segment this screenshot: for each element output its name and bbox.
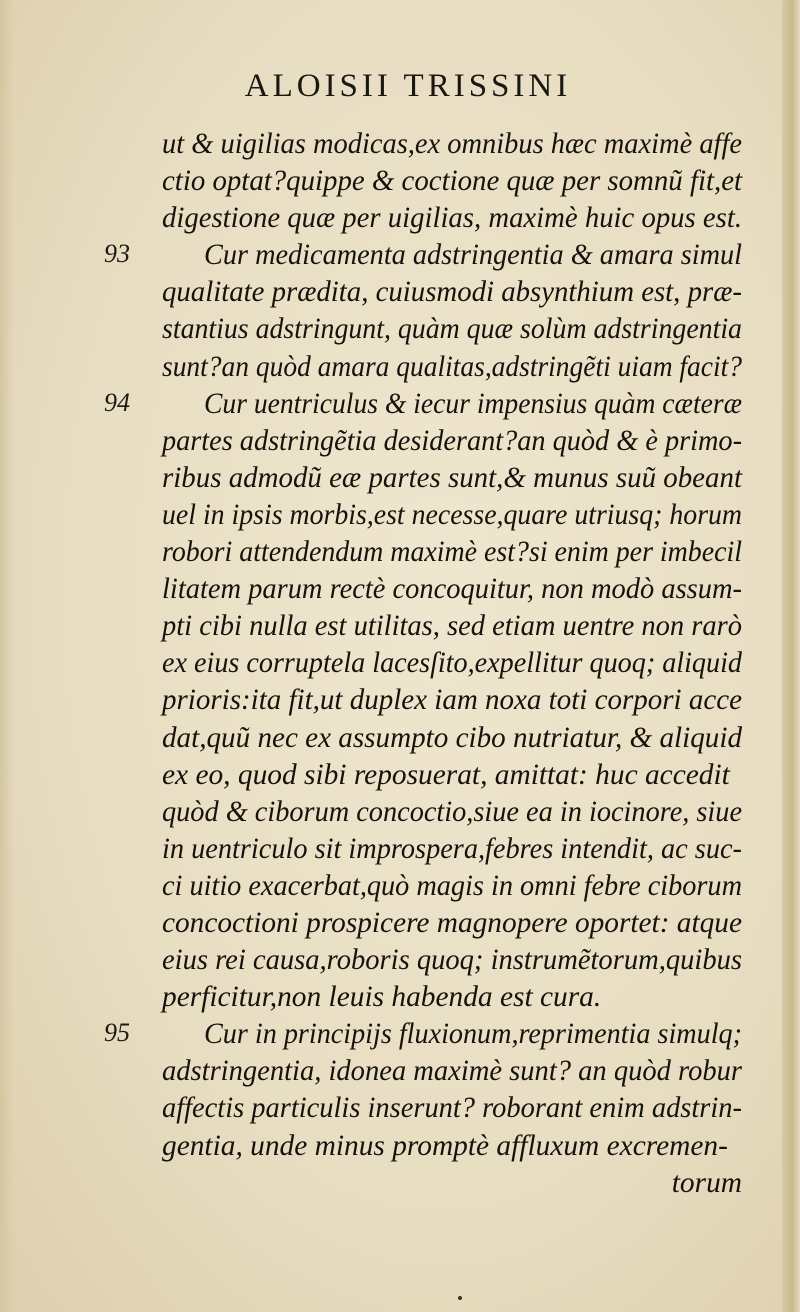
text-line <box>162 720 742 757</box>
running-head <box>0 68 800 105</box>
text-line-content: concoctioni prospicere magnopere oportet: atque <box>162 906 742 939</box>
text-line <box>162 423 742 460</box>
text-line-content: gentia, unde minus promptè affluxum excremen- <box>162 1129 728 1162</box>
text-line <box>162 757 742 794</box>
text-line-content: qualitate prædita, cuiusmodi absynthium est, præ- <box>162 276 742 309</box>
text-line <box>162 349 742 386</box>
body-text <box>162 126 742 1202</box>
text-line-content: litatem parum rectè concoquitur, non modò assum- <box>162 573 742 606</box>
text-line <box>162 460 742 497</box>
text-line-content: affectis particulis inserunt? roborant enim adstrin- <box>162 1092 742 1125</box>
text-line-content: ex eius corruptela lacesſito,expellitur quoq; aliquid <box>162 647 742 680</box>
text-line <box>162 571 742 608</box>
text-line <box>162 682 742 719</box>
question-number: 95 <box>104 1018 130 1048</box>
question-number: 93 <box>104 239 130 269</box>
text-line <box>162 126 742 163</box>
text-line-content: uel in ipsis morbis,est necesse,quare utriusq; horum <box>162 498 743 531</box>
text-line <box>162 1090 742 1127</box>
text-line <box>162 905 742 942</box>
text-line-content: torum <box>671 1166 742 1199</box>
text-line <box>162 979 742 1016</box>
text-line-content: dat,quũ nec ex assumpto cibo nutriatur, & aliquid <box>162 721 743 754</box>
text-line <box>162 1053 742 1090</box>
text-line-content: stantius adstringunt, quàm quæ solùm adstringentia <box>162 313 742 346</box>
text-line-content: Cur medicamenta adstringentia & amara simul <box>204 239 742 272</box>
text-line <box>162 1128 742 1165</box>
text-line <box>162 794 742 831</box>
text-line-content: ex eo, quod sibi reposuerat, amittat: huc accedit <box>162 758 730 791</box>
text-line-content: in uentriculo sit improspera,febres intendit, ac suc- <box>162 832 742 865</box>
text-line <box>162 311 742 348</box>
page-edge <box>782 0 800 1312</box>
text-line <box>162 200 742 237</box>
text-line-content: robori attendendum maximè est?si enim per imbecil <box>162 536 743 569</box>
text-line <box>162 1016 742 1053</box>
text-line <box>162 868 742 905</box>
text-line-content: perficitur,non leuis habenda est cura. <box>162 981 602 1014</box>
text-line-content: ctio optat?quippe & coctione quæ per somnũ fit,et <box>162 165 743 198</box>
running-head-text: ALOISII TRISSINI <box>244 68 572 104</box>
text-line <box>162 237 742 274</box>
text-line <box>162 608 742 645</box>
text-line-content: adstringentia, idonea maximè sunt? an quòd robur <box>162 1055 743 1088</box>
question-number: 94 <box>104 387 130 417</box>
text-line-content: Cur in principijs fluxionum,reprimentia simulq; <box>204 1018 743 1051</box>
text-line-content: digestione quæ per uigilias, maximè huic opus est. <box>162 202 742 235</box>
ink-speck <box>458 1296 462 1300</box>
text-line-content: Cur uentriculus & iecur impensius quàm cæteræ <box>204 387 743 420</box>
text-line <box>162 274 742 311</box>
text-line <box>162 163 742 200</box>
text-line-content: quòd & ciborum concoctio,siue ea in iocinore, siue <box>162 795 743 828</box>
text-line <box>162 386 742 423</box>
text-line-content: ribus admodũ eæ partes sunt,& munus suũ obeant <box>162 461 742 494</box>
text-line <box>162 1165 742 1202</box>
text-line <box>162 831 742 868</box>
text-line <box>162 645 742 682</box>
text-line <box>162 534 742 571</box>
text-line-content: pti cibi nulla est utilitas, sed etiam uentre non rarò <box>162 610 743 643</box>
text-line-content: eius rei causa,roboris quoq; instrumẽtorum,quibus <box>162 944 743 977</box>
text-line-content: sunt?an quòd amara qualitas,adstringẽti uiam facit? <box>162 350 742 383</box>
text-line-content: ci uitio exacerbat,quò magis in omni febre ciborum <box>162 869 742 902</box>
text-line-content: partes adstringẽtia desiderant?an quòd & è primo- <box>162 424 743 457</box>
page-gutter-shadow <box>0 0 14 1312</box>
text-line <box>162 942 742 979</box>
text-line <box>162 497 742 534</box>
text-line-content: ut & uigilias modicas,ex omnibus hæc maximè affe <box>162 128 742 160</box>
text-line-content: prioris:ita fit,ut duplex iam noxa toti corpori acce <box>162 684 742 717</box>
